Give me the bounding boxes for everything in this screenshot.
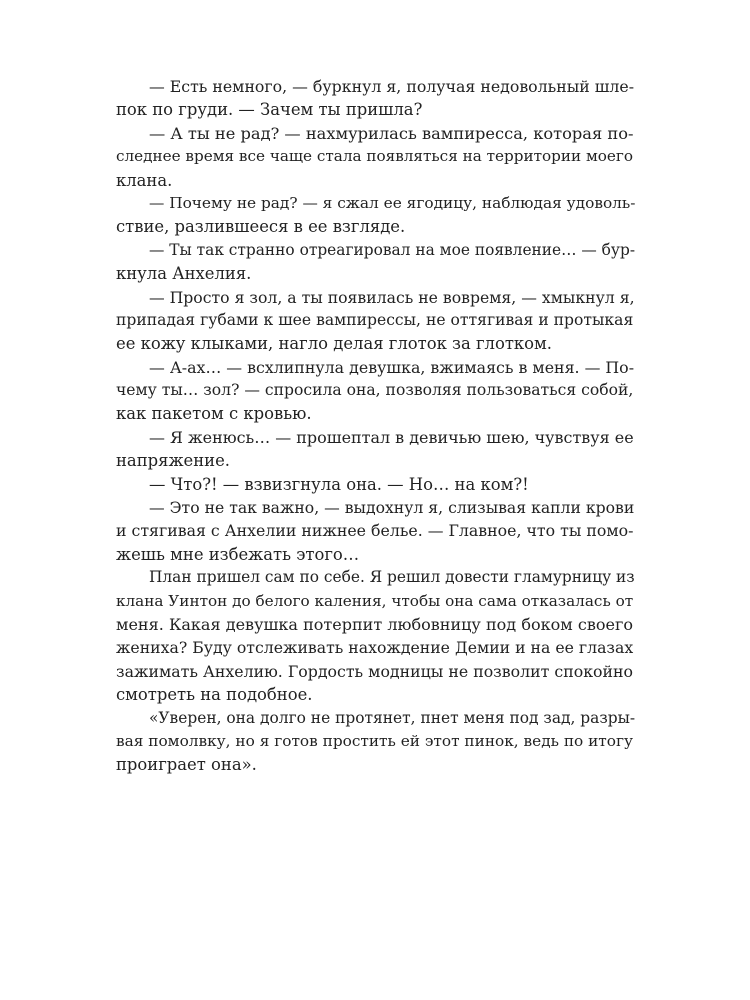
text-line: «Уверен, она долго не протянет, пнет меня под зад, разры- bbox=[149, 708, 636, 727]
text-line: ствие, разлившееся в ее взгляде. bbox=[116, 217, 406, 237]
text-line: — Это не так важно, — выдохнул я, слизывая капли крови bbox=[149, 498, 635, 518]
text-line: жениха? Буду отслеживать нахождение Демии и на ее глазах bbox=[116, 638, 634, 658]
text-line: кнула Анхелия. bbox=[116, 264, 252, 284]
text-line: ее кожу клыками, нагло делая глоток за глотком. bbox=[116, 334, 552, 354]
text-line: — Я женюсь… — прошептал в девичью шею, чувствуя ее bbox=[149, 427, 634, 447]
text-line: — А-ах… — всхлипнула девушка, вжимаясь в меня. — По- bbox=[149, 357, 635, 377]
paragraph bbox=[116, 239, 636, 286]
text-line: жешь мне избежать этого… bbox=[116, 544, 360, 564]
text-line: как пакетом с кровью. bbox=[116, 404, 312, 424]
text-line: — Почему не рад? — я сжал ее ягодицу, наблюдая удоволь- bbox=[149, 193, 636, 212]
paragraph bbox=[116, 286, 633, 356]
text-line: клана Уинтон до белого каления, чтобы она сама отказалась от bbox=[116, 591, 634, 610]
paragraph bbox=[116, 496, 633, 566]
paragraph bbox=[116, 707, 636, 777]
paragraph bbox=[116, 75, 633, 122]
text-line: зажимать Анхелию. Гордость модницы не позволит спокойно bbox=[116, 661, 633, 681]
text-line: — Есть немного, — буркнул я, получая недовольный шле- bbox=[149, 77, 635, 96]
text-line: напряжение. bbox=[116, 451, 230, 471]
text-line: и стягивая с Анхелии нижнее белье. — Главное, что ты помо- bbox=[116, 521, 634, 541]
text-line: клана. bbox=[116, 170, 173, 190]
paragraph bbox=[116, 192, 636, 239]
text-line: чему ты… зол? — спросила она, позволяя пользоваться собой, bbox=[116, 381, 634, 400]
text-line: — Ты так странно отреагировал на мое появление… — бур- bbox=[149, 240, 636, 259]
text-line: меня. Какая девушка потерпит любовницу под боком своего bbox=[116, 614, 633, 634]
text-line: План пришел сам по себе. Я решил довести гламурницу из bbox=[149, 568, 635, 587]
paragraph bbox=[116, 122, 633, 192]
page-body bbox=[116, 75, 636, 777]
text-line: пок по груди. — Зачем ты пришла? bbox=[116, 100, 423, 120]
paragraph bbox=[116, 473, 633, 496]
text-line: припадая губами к шее вампирессы, не оттягивая и протыкая bbox=[116, 310, 634, 329]
text-line: — Что?! — взвизгнула она. — Но… на ком?! bbox=[149, 474, 529, 494]
paragraph bbox=[116, 566, 633, 706]
text-line: смотреть на подобное. bbox=[116, 685, 313, 705]
text-line: следнее время все чаще стала появляться на территории моего bbox=[116, 147, 633, 166]
text-line: проиграет она». bbox=[116, 755, 257, 775]
paragraph bbox=[116, 356, 633, 426]
text-line: вая помолвку, но я готов простить ей этот пинок, ведь по итогу bbox=[116, 731, 633, 750]
text-line: — Просто я зол, а ты появилась не вовремя, — хмыкнул я, bbox=[149, 287, 635, 307]
text-line: — А ты не рад? — нахмурилась вампиресса, которая по- bbox=[149, 123, 634, 143]
paragraph bbox=[116, 426, 633, 473]
